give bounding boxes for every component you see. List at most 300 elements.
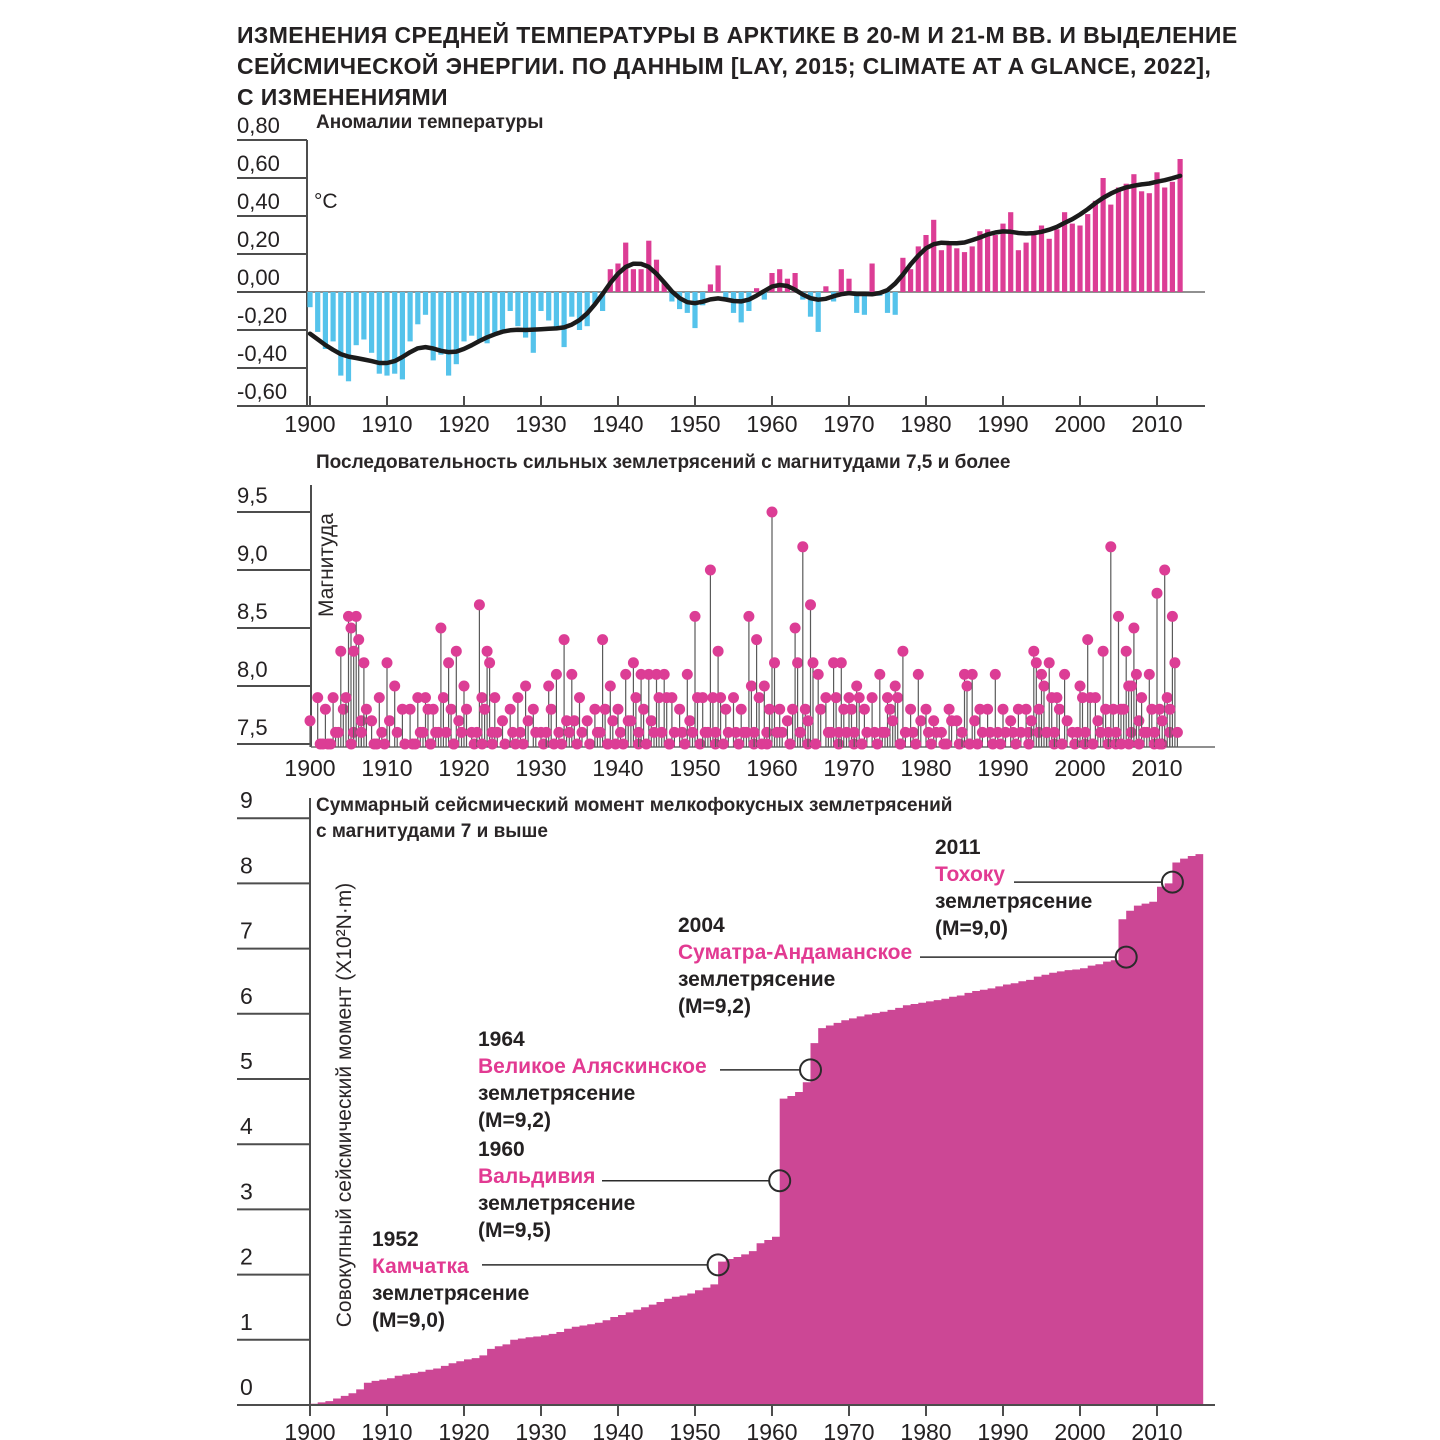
temp-bar (931, 220, 936, 292)
quake-dot (1075, 681, 1086, 692)
quake-dot (589, 704, 600, 715)
quake-dot (1167, 611, 1178, 622)
quake-dot (641, 739, 652, 750)
moment-chart (230, 790, 1250, 1440)
quake-dot (777, 727, 788, 738)
quake-dot (1128, 623, 1139, 634)
quake-dot (346, 739, 357, 750)
quake-dot (361, 704, 372, 715)
temp-bar (492, 292, 497, 336)
quake-dot (1121, 646, 1132, 657)
annotation-2004 (678, 912, 912, 1020)
tick-label: 1950 (669, 1419, 721, 1440)
quake-dot (1034, 704, 1045, 715)
quake-dot (376, 727, 387, 738)
temp-bar (1054, 229, 1059, 292)
quake-dot (595, 727, 606, 738)
quake-dot (482, 646, 493, 657)
quake-dot (1144, 669, 1155, 680)
quake-dot (1133, 715, 1144, 726)
quake-dot (600, 704, 611, 715)
annotation-2011-yr: 2011 (935, 836, 981, 859)
tick-label: 1930 (515, 755, 567, 781)
quake-dot (338, 704, 349, 715)
tick-label: 1990 (977, 755, 1029, 781)
quake-dot (754, 692, 765, 703)
quake-dot (969, 715, 980, 726)
quake-dot (630, 692, 641, 703)
temp-bar (415, 292, 420, 324)
quake-dot (551, 669, 562, 680)
quake-dot (810, 739, 821, 750)
quake-dot (690, 611, 701, 622)
temperature-chart (230, 110, 1250, 445)
temp-bar (716, 265, 721, 292)
temp-bar (461, 292, 466, 341)
quake-dot (556, 739, 567, 750)
quake-dot (790, 623, 801, 634)
quake-dot (831, 692, 842, 703)
quake-dot (479, 704, 490, 715)
quake-dot (1062, 715, 1073, 726)
tick-label: 0,20 (237, 227, 280, 252)
temp-bar (1024, 243, 1029, 292)
quake-dot (1049, 727, 1060, 738)
tick-label: 1 (240, 1308, 253, 1335)
temp-bar (954, 248, 959, 292)
quake-dot (487, 739, 498, 750)
quake-dot (497, 715, 508, 726)
quake-dot (492, 727, 503, 738)
quake-dot (1023, 739, 1034, 750)
quake-dot (815, 704, 826, 715)
tick-label: 2010 (1131, 755, 1183, 781)
quake-dot (335, 646, 346, 657)
temp-bar (323, 292, 328, 349)
quake-dot (443, 657, 454, 668)
annotation-1964-yr: 1964 (478, 1028, 525, 1051)
quake-dot (885, 704, 896, 715)
quake-dot (328, 692, 339, 703)
quake-dot (941, 739, 952, 750)
quake-dot (1118, 704, 1129, 715)
quake-dot (607, 715, 618, 726)
quake-dot (808, 657, 819, 668)
quake-dot (1105, 541, 1116, 552)
temp-bar (970, 246, 975, 292)
quake-dot (1162, 692, 1173, 703)
quake-dot (366, 715, 377, 726)
quake-dot (715, 692, 726, 703)
temp-bar (361, 292, 366, 340)
temp-bar (939, 250, 944, 292)
tick-label: 9 (240, 790, 253, 814)
temp-bar (1147, 193, 1152, 292)
quake-dot (528, 704, 539, 715)
quake-dot (625, 715, 636, 726)
quake-dot (1098, 646, 1109, 657)
tick-label: 1950 (669, 755, 721, 781)
quake-dot (1051, 692, 1062, 703)
annotation-2011-mg: (М=9,0) (935, 917, 1008, 940)
quake-dot (1136, 692, 1147, 703)
quake-dot (1131, 669, 1142, 680)
temp-bar (423, 292, 428, 315)
annotation-2011-ds: землетрясение (935, 890, 1093, 913)
quake-dot (836, 657, 847, 668)
magnitude-axis-label: Магнитуда (315, 513, 338, 617)
quake-dot (697, 692, 708, 703)
page-title (237, 20, 1238, 113)
temp-bar (947, 245, 952, 293)
quake-dot (518, 739, 529, 750)
tick-label: 5 (240, 1048, 253, 1074)
quake-dot (1154, 704, 1165, 715)
annotation-1964-mg: (М=9,2) (478, 1109, 551, 1132)
quake-dot (489, 692, 500, 703)
quake-dot (420, 692, 431, 703)
temp-bar (438, 292, 443, 355)
quake-dot (785, 739, 796, 750)
quake-dot (392, 727, 403, 738)
quake-dot (1005, 715, 1016, 726)
temp-bar (908, 269, 913, 292)
tick-label: 0,80 (237, 113, 280, 138)
quake-dot (774, 704, 785, 715)
quake-dot (348, 646, 359, 657)
quake-dot (515, 727, 526, 738)
quake-dot (998, 704, 1009, 715)
quake-dot (382, 657, 393, 668)
quake-dot (736, 704, 747, 715)
tick-label: 1900 (284, 755, 336, 781)
quake-dot (1157, 715, 1168, 726)
quake-dot (761, 727, 772, 738)
quake-dot (962, 681, 973, 692)
temp-bar (346, 292, 351, 381)
quake-dot (1152, 588, 1163, 599)
page-title-line2: СЕЙСМИЧЕСКОЙ ЭНЕРГИИ. ПО ДАННЫМ [LAY, 2015; CLIMATE AT A GLANCE, 2022], (237, 53, 1212, 79)
quake-dot (448, 739, 459, 750)
quake-dot (762, 739, 773, 750)
quake-dot (982, 704, 993, 715)
temp-bar (1131, 174, 1136, 292)
temp-bar (839, 269, 844, 292)
quake-dot (461, 704, 472, 715)
annotation-1960-mg: (М=9,5) (478, 1219, 551, 1242)
quake-dot (813, 669, 824, 680)
quake-dot (523, 715, 534, 726)
temp-bar (546, 292, 551, 321)
tick-label: -0,20 (237, 303, 288, 328)
annotation-2004-yr: 2004 (678, 914, 725, 937)
quake-dot (664, 739, 675, 750)
quake-dot (936, 727, 947, 738)
tick-label: 1940 (592, 1419, 644, 1440)
annotation-2011 (935, 834, 1092, 942)
quake-dot (474, 599, 485, 610)
quake-dot (805, 599, 816, 610)
temp-bar (354, 292, 359, 345)
quake-dot (476, 692, 487, 703)
annotation-1952-nm: Камчатка (372, 1255, 469, 1278)
quake-dot (720, 704, 731, 715)
temp-bar (1016, 250, 1021, 292)
annotation-1960-ds: землетрясение (478, 1192, 636, 1215)
quake-dot (908, 727, 919, 738)
tick-label: 1940 (592, 755, 644, 781)
quake-dot (800, 704, 811, 715)
quake-dot (459, 681, 470, 692)
tick-label: 1960 (746, 755, 798, 781)
quake-dot (1164, 704, 1175, 715)
quake-dot (743, 611, 754, 622)
quake-dot (628, 657, 639, 668)
quake-dot (320, 704, 331, 715)
quake-dot (446, 704, 457, 715)
quake-dot (325, 739, 336, 750)
temp-bar (315, 292, 320, 332)
quake-dot (410, 739, 421, 750)
quake-dot (1036, 669, 1047, 680)
quake-dot (1026, 715, 1037, 726)
quake-dot (477, 739, 488, 750)
tick-label: 1990 (977, 1419, 1029, 1440)
tick-label: 1980 (900, 755, 952, 781)
annotation-2004-ds: землетрясение (678, 968, 836, 991)
quake-dot (887, 715, 898, 726)
temp-bar (893, 292, 898, 315)
temp-bar (538, 292, 543, 311)
annotation-1952-yr: 1952 (372, 1228, 419, 1251)
quake-dot (913, 669, 924, 680)
tick-label: 1900 (284, 1419, 336, 1440)
temp-bar (515, 292, 520, 326)
quake-dot (851, 681, 862, 692)
tick-label: 2 (240, 1243, 253, 1270)
tick-label: 1920 (438, 411, 490, 437)
quake-dot (926, 739, 937, 750)
annotation-1964-nm: Великое Аляскинское (478, 1055, 707, 1078)
temperature-chart-title: Аномалии температуры (316, 112, 544, 133)
tick-label: 1920 (438, 1419, 490, 1440)
temp-bar (1154, 172, 1159, 292)
temp-bar (400, 292, 405, 379)
quake-dot (695, 739, 706, 750)
tick-label: 8,0 (237, 657, 268, 682)
temp-bar (1170, 182, 1175, 292)
quake-dot (867, 692, 878, 703)
temp-bar (1008, 212, 1013, 292)
quake-dot (1134, 739, 1145, 750)
quake-dot (346, 623, 357, 634)
temp-bar (885, 292, 890, 313)
tick-label: 1980 (900, 1419, 952, 1440)
quake-dot (1113, 611, 1124, 622)
temp-bar (554, 292, 559, 328)
temp-bar (870, 264, 875, 293)
quake-dot (769, 657, 780, 668)
tick-label: °C (314, 190, 338, 213)
quake-dot (728, 692, 739, 703)
moment-chart-title-line1: Суммарный сейсмический момент мелкофокусных землетрясений (316, 795, 953, 816)
quake-dot (1080, 727, 1091, 738)
temp-bar (846, 279, 851, 292)
temp-bar (307, 292, 312, 307)
quake-dot (500, 739, 511, 750)
quake-dot (718, 739, 729, 750)
quake-dot (512, 692, 523, 703)
tick-label: -0,40 (237, 341, 288, 366)
quake-dot (1054, 704, 1065, 715)
quake-dot (710, 727, 721, 738)
quake-dot (451, 646, 462, 657)
quake-dot (713, 646, 724, 657)
quake-dot (646, 715, 657, 726)
tick-label: 1910 (361, 1419, 413, 1440)
quake-dot (1149, 727, 1160, 738)
tick-label: 3 (240, 1178, 253, 1205)
temp-bar (1031, 235, 1036, 292)
quake-dot (921, 704, 932, 715)
quake-dot (505, 704, 516, 715)
quake-dot (1154, 739, 1165, 750)
quake-dot (880, 727, 891, 738)
quake-dot (615, 727, 626, 738)
page-title-line3: С ИЗМЕНЕНИЯМИ (237, 84, 448, 110)
temp-bar (962, 252, 967, 292)
quake-dot (890, 681, 901, 692)
tick-label: 1930 (515, 1419, 567, 1440)
quake-dot (995, 739, 1006, 750)
temp-bar (469, 292, 474, 336)
quake-dot (1082, 634, 1093, 645)
annotation-2004-nm: Суматра-Андаманское (678, 941, 913, 964)
tick-label: 8,5 (237, 599, 268, 624)
quake-dot (428, 704, 439, 715)
quake-dot (782, 715, 793, 726)
tick-label: 1960 (746, 1419, 798, 1440)
temp-bar (1139, 191, 1144, 292)
annotation-1952-ds: землетрясение (372, 1282, 530, 1305)
quake-dot (312, 692, 323, 703)
tick-label: 6 (240, 982, 253, 1009)
temp-bar (500, 292, 505, 332)
quake-dot (333, 727, 344, 738)
annotation-1960-yr: 1960 (478, 1138, 525, 1161)
tick-label: 1980 (900, 411, 952, 437)
quake-dot (520, 681, 531, 692)
moment-chart-title-line2: с магнитудами 7 и выше (316, 821, 548, 842)
quake-dot (1069, 739, 1080, 750)
temp-bar (1162, 188, 1167, 293)
quake-dot (764, 704, 775, 715)
annotation-1952-mg: (М=9,0) (372, 1309, 445, 1332)
temp-bar (531, 292, 536, 353)
temp-bar (577, 292, 582, 330)
quake-dot (1172, 727, 1183, 738)
quake-dot (613, 704, 624, 715)
earthquake-chart-title: Последовательность сильных землетрясений с магнитудами 7,5 и более (316, 452, 1011, 473)
quake-dot (577, 727, 588, 738)
quake-dot (456, 727, 467, 738)
quake-dot (618, 739, 629, 750)
quake-dot (546, 704, 557, 715)
quake-dot (1023, 727, 1034, 738)
temp-bar (508, 292, 513, 311)
quake-dot (1169, 657, 1180, 668)
tick-label: 1900 (284, 411, 336, 437)
quake-dot (564, 727, 575, 738)
quake-dot (553, 727, 564, 738)
quake-dot (584, 739, 595, 750)
quake-dot (605, 681, 616, 692)
quake-dot (574, 692, 585, 703)
quake-dot (972, 739, 983, 750)
tick-label: 4 (240, 1113, 253, 1140)
temp-bar (923, 235, 928, 292)
temp-bar (1077, 226, 1082, 293)
quake-dot (854, 692, 865, 703)
quake-dot (453, 715, 464, 726)
tick-label: 7,5 (237, 715, 268, 740)
tick-label: 0,00 (237, 265, 280, 290)
quake-dot (484, 657, 495, 668)
quake-dot (1021, 704, 1032, 715)
temp-bar (331, 292, 336, 341)
tick-label: 1990 (977, 411, 1029, 437)
quake-dot (638, 704, 649, 715)
quake-dot (872, 739, 883, 750)
quake-dot (666, 692, 677, 703)
quake-dot (951, 715, 962, 726)
temp-bar (1039, 226, 1044, 293)
quake-dot (792, 657, 803, 668)
temp-bar (1178, 159, 1183, 292)
quake-dot (541, 727, 552, 738)
quake-dot (569, 715, 580, 726)
temp-bar (1047, 239, 1052, 292)
tick-label: 1970 (823, 411, 875, 437)
tick-label: 1910 (361, 755, 413, 781)
tick-label: 1910 (361, 411, 413, 437)
tick-label: 1970 (823, 1419, 875, 1440)
moment-axis-label: Совокупный сейсмический момент (Х10²N·m) (333, 882, 356, 1328)
quake-dot (1044, 657, 1055, 668)
tick-label: 1930 (515, 411, 567, 437)
quake-dot (1087, 739, 1098, 750)
quake-dot (892, 692, 903, 703)
quake-dot (684, 715, 695, 726)
temp-bar (446, 292, 451, 376)
quake-dot (425, 739, 436, 750)
quake-dot (967, 669, 978, 680)
tick-label: 1920 (438, 755, 490, 781)
temp-bar (823, 286, 828, 292)
quake-dot (803, 715, 814, 726)
page-title-line1: ИЗМЕНЕНИЯ СРЕДНЕЙ ТЕМПЕРАТУРЫ В АРКТИКЕ В 20-М И 21-М ВВ. И ВЫДЕЛЕНИЕ (237, 22, 1238, 48)
quake-dot (543, 681, 554, 692)
temp-bar (692, 292, 697, 328)
temp-bar (1070, 224, 1075, 292)
quake-dot (767, 507, 778, 518)
tick-label: -0,60 (237, 379, 288, 404)
quake-dot (679, 739, 690, 750)
quake-dot (538, 739, 549, 750)
quake-dot (954, 739, 965, 750)
quake-dot (1090, 692, 1101, 703)
quake-dot (882, 692, 893, 703)
